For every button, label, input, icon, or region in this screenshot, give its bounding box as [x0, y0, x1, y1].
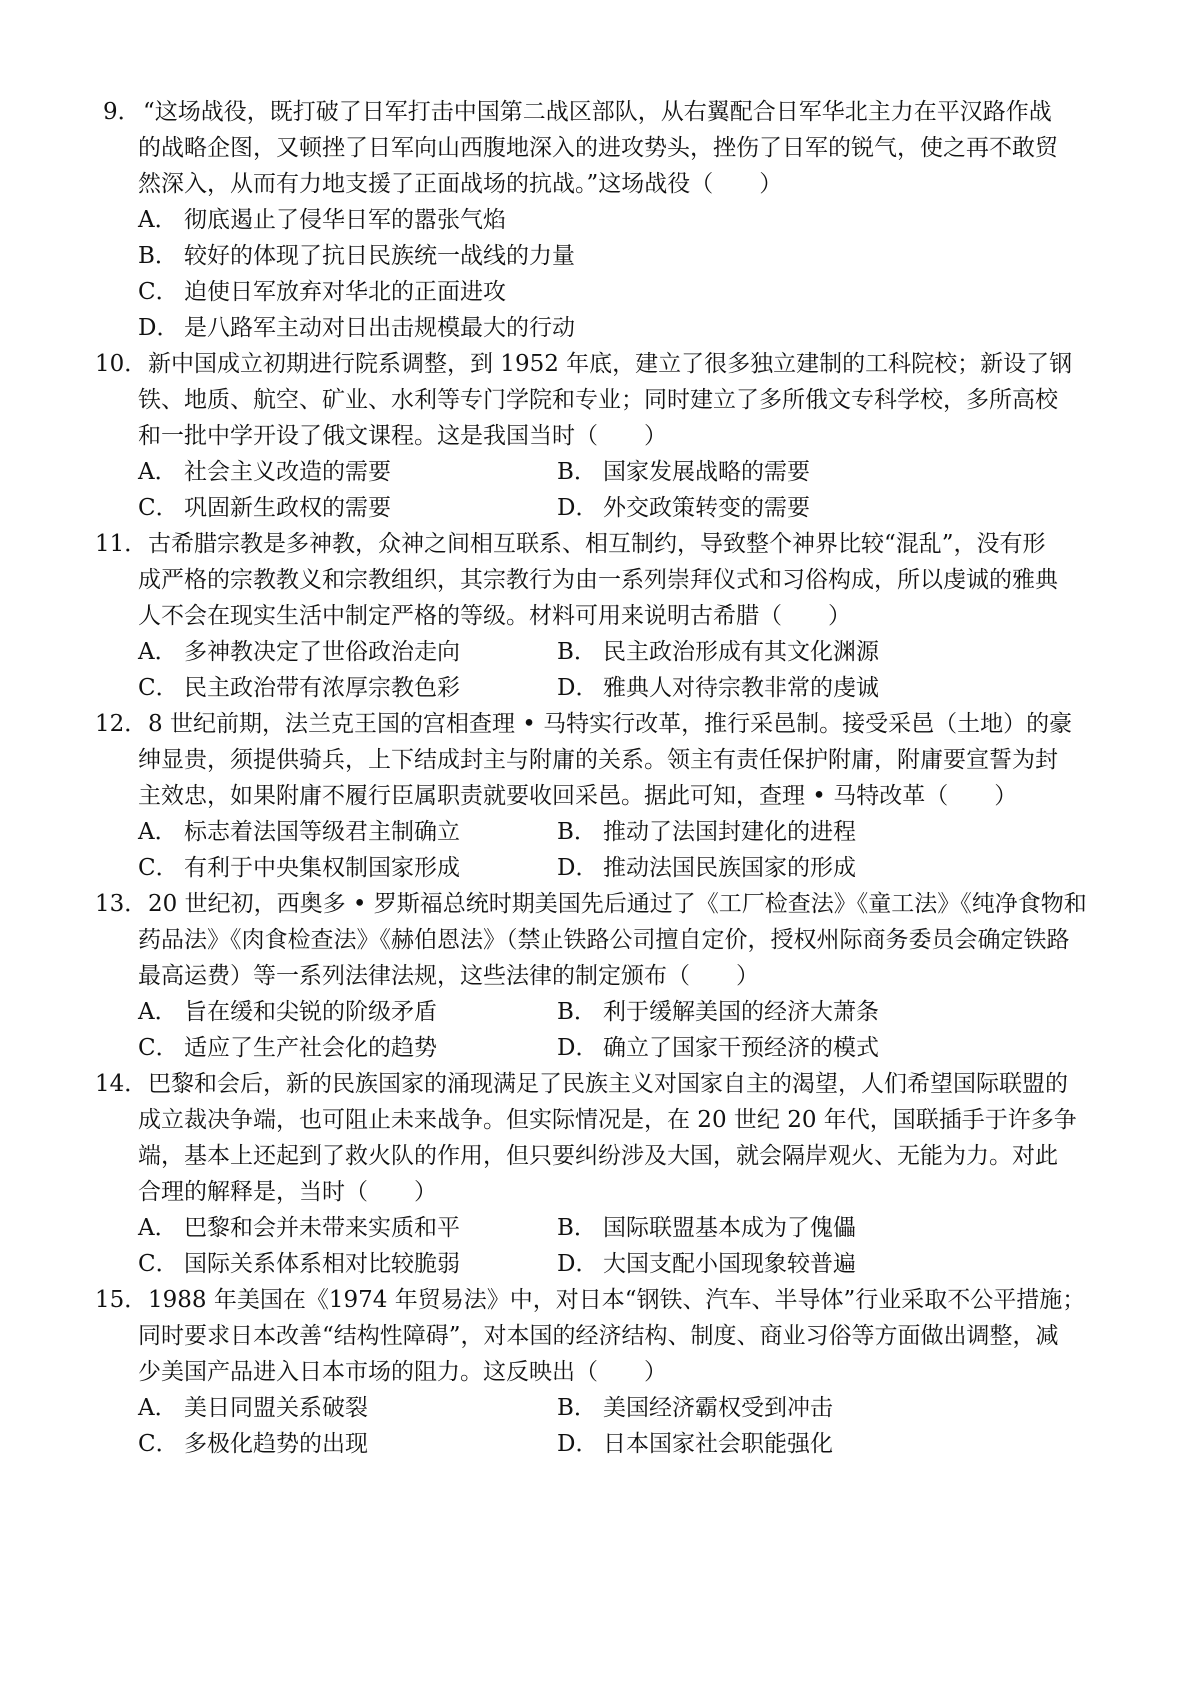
option-letter: B．	[557, 1395, 597, 1421]
question-stem-line: 和一批中学开设了俄文课程。这是我国当时（ ）	[138, 423, 667, 449]
option-text: 有利于中央集权制国家形成	[184, 855, 460, 881]
option-text: 民主政治形成有其文化渊源	[603, 639, 879, 665]
question-number: 10．	[95, 351, 148, 377]
question-stem-line: 铁、地质、航空、矿业、水利等专门学院和专业；同时建立了多所俄文专科学校，多所高校	[138, 387, 1058, 413]
option-d[interactable]	[138, 313, 575, 343]
option-text: 适应了生产社会化的趋势	[184, 1035, 437, 1061]
option-text: 雅典人对待宗教非常的虔诚	[603, 675, 879, 701]
option-a[interactable]	[138, 1213, 460, 1243]
option-a[interactable]	[138, 637, 460, 667]
option-letter: A．	[138, 207, 178, 233]
option-b[interactable]	[557, 1213, 856, 1243]
option-a[interactable]	[138, 1393, 368, 1423]
option-text: 多神教决定了世俗政治走向	[184, 639, 460, 665]
option-text: 推动法国民族国家的形成	[603, 855, 856, 881]
option-letter: D．	[557, 1035, 599, 1061]
option-letter: B．	[557, 819, 597, 845]
option-letter: A．	[138, 1395, 178, 1421]
option-b[interactable]	[557, 997, 879, 1027]
option-text: 巩固新生政权的需要	[184, 495, 391, 521]
option-letter: B．	[138, 243, 178, 269]
option-b[interactable]	[557, 817, 856, 847]
option-text: 外交政策转变的需要	[603, 495, 810, 521]
option-letter: C．	[138, 1035, 179, 1061]
question-stem-line: 然深入，从而有力地支援了正面战场的抗战。”这场战役（ ）	[138, 171, 783, 197]
question-stem-line: 的战略企图，又顿挫了日军向山西腹地深入的进攻势头，挫伤了日军的锐气，使之再不敢贸	[138, 135, 1058, 161]
option-c[interactable]	[138, 673, 460, 703]
option-letter: C．	[138, 1431, 179, 1457]
option-text: 美日同盟关系破裂	[184, 1395, 368, 1421]
question-stem-line: 1988 年美国在《1974 年贸易法》中，对日本“钢铁、汽车、半导体”行业采取不公平措施；	[148, 1287, 1086, 1313]
option-c[interactable]	[138, 277, 506, 307]
option-letter: D．	[557, 1251, 599, 1277]
option-letter: C．	[138, 279, 179, 305]
option-d[interactable]	[557, 1033, 879, 1063]
option-letter: C．	[138, 675, 179, 701]
option-text: 国家发展战略的需要	[603, 459, 810, 485]
option-text: 民主政治带有浓厚宗教色彩	[184, 675, 460, 701]
option-letter: C．	[138, 855, 179, 881]
option-letter: D．	[557, 675, 599, 701]
option-letter: A．	[138, 1215, 178, 1241]
option-text: 日本国家社会职能强化	[603, 1431, 833, 1457]
question-stem-line: 少美国产品进入日本市场的阻力。这反映出（ ）	[138, 1359, 667, 1385]
option-text: 大国支配小国现象较普遍	[603, 1251, 856, 1277]
option-letter: C．	[138, 1251, 179, 1277]
option-text: 国际关系体系相对比较脆弱	[184, 1251, 460, 1277]
option-c[interactable]	[138, 1033, 437, 1063]
option-d[interactable]	[557, 1429, 833, 1459]
option-text: 利于缓解美国的经济大萧条	[603, 999, 879, 1025]
question-stem-line: 合理的解释是，当时（ ）	[138, 1179, 437, 1205]
option-d[interactable]	[557, 493, 810, 523]
option-text: 是八路军主动对日出击规模最大的行动	[184, 315, 575, 341]
option-letter: B．	[557, 1215, 597, 1241]
option-letter: A．	[138, 639, 178, 665]
option-b[interactable]	[557, 637, 879, 667]
option-letter: D．	[557, 1431, 599, 1457]
question-stem-line: “这场战役，既打破了日军打击中国第二战区部队，从右翼配合日军华北主力在平汉路作战	[143, 99, 1052, 125]
option-text: 推动了法国封建化的进程	[603, 819, 856, 845]
option-d[interactable]	[557, 853, 856, 883]
option-letter: D．	[557, 495, 599, 521]
option-letter: D．	[557, 855, 599, 881]
option-text: 旨在缓和尖锐的阶级矛盾	[184, 999, 437, 1025]
question-number: 11．	[95, 531, 148, 557]
question-stem-line: 端，基本上还起到了救火队的作用，但只要纠纷涉及大国，就会隔岸观火、无能为力。对此	[138, 1143, 1058, 1169]
question-number: 15．	[95, 1287, 148, 1313]
option-letter: D．	[138, 315, 180, 341]
question-stem-line: 人不会在现实生活中制定严格的等级。材料可用来说明古希腊（ ）	[138, 603, 851, 629]
question-stem-line: 20 世纪初，西奥多 • 罗斯福总统时期美国先后通过了《工厂检查法》《童工法》《纯净食物和	[148, 891, 1087, 917]
option-text: 较好的体现了抗日民族统一战线的力量	[184, 243, 575, 269]
option-d[interactable]	[557, 1249, 856, 1279]
question-stem-line: 成立裁决争端，也可阻止未来战争。但实际情况是，在 20 世纪 20 年代，国联插手于许多争	[138, 1107, 1077, 1133]
option-text: 社会主义改造的需要	[184, 459, 391, 485]
option-letter: A．	[138, 819, 178, 845]
question-stem-line: 8 世纪前期，法兰克王国的宫相查理 • 马特实行改革，推行采邑制。接受采邑（土地）的豪	[148, 711, 1073, 737]
question-number: 9．	[103, 99, 141, 125]
option-a[interactable]	[138, 997, 437, 1027]
option-text: 多极化趋势的出现	[184, 1431, 368, 1457]
option-b[interactable]	[138, 241, 575, 271]
question-stem-line: 同时要求日本改善“结构性障碍”，对本国的经济结构、制度、商业习俗等方面做出调整，减	[138, 1323, 1059, 1349]
question-stem-line: 最高运费）等一系列法律法规，这些法律的制定颁布（ ）	[138, 963, 759, 989]
option-a[interactable]	[138, 817, 460, 847]
option-b[interactable]	[557, 457, 810, 487]
question-stem-line: 新中国成立初期进行院系调整，到 1952 年底，建立了很多独立建制的工科院校；新设了钢	[148, 351, 1073, 377]
option-c[interactable]	[138, 1429, 368, 1459]
option-c[interactable]	[138, 493, 391, 523]
option-c[interactable]	[138, 1249, 460, 1279]
option-letter: B．	[557, 999, 597, 1025]
option-b[interactable]	[557, 1393, 833, 1423]
option-c[interactable]	[138, 853, 460, 883]
option-letter: B．	[557, 459, 597, 485]
question-stem-line: 古希腊宗教是多神教，众神之间相互联系、相互制约，导致整个神界比较“混乱”，没有形	[148, 531, 1046, 557]
option-a[interactable]	[138, 205, 506, 235]
option-text: 巴黎和会并未带来实质和平	[184, 1215, 460, 1241]
option-d[interactable]	[557, 673, 879, 703]
option-text: 迫使日军放弃对华北的正面进攻	[184, 279, 506, 305]
question-stem-line: 巴黎和会后，新的民族国家的涌现满足了民族主义对国家自主的渴望，人们希望国际联盟的	[148, 1071, 1068, 1097]
question-stem-line: 绅显贵，须提供骑兵，上下结成封主与附庸的关系。领主有责任保护附庸，附庸要宣誓为封	[138, 747, 1058, 773]
option-text: 确立了国家干预经济的模式	[603, 1035, 879, 1061]
option-letter: C．	[138, 495, 179, 521]
question-stem-line: 主效忠，如果附庸不履行臣属职责就要收回采邑。据此可知，查理 • 马特改革（ ）	[138, 783, 1018, 809]
question-number: 12．	[95, 711, 148, 737]
option-letter: A．	[138, 459, 178, 485]
question-stem-line: 成严格的宗教教义和宗教组织，其宗教行为由一系列崇拜仪式和习俗构成，所以虔诚的雅典	[138, 567, 1058, 593]
question-stem-line: 药品法》《肉食检查法》《赫伯恩法》（禁止铁路公司擅自定价，授权州际商务委员会确定铁路	[138, 927, 1070, 953]
option-letter: B．	[557, 639, 597, 665]
option-text: 彻底遏止了侵华日军的嚣张气焰	[184, 207, 506, 233]
option-text: 美国经济霸权受到冲击	[603, 1395, 833, 1421]
option-text: 国际联盟基本成为了傀儡	[603, 1215, 856, 1241]
option-a[interactable]	[138, 457, 391, 487]
question-number: 13．	[95, 891, 148, 917]
question-number: 14．	[95, 1071, 148, 1097]
option-letter: A．	[138, 999, 178, 1025]
option-text: 标志着法国等级君主制确立	[184, 819, 460, 845]
